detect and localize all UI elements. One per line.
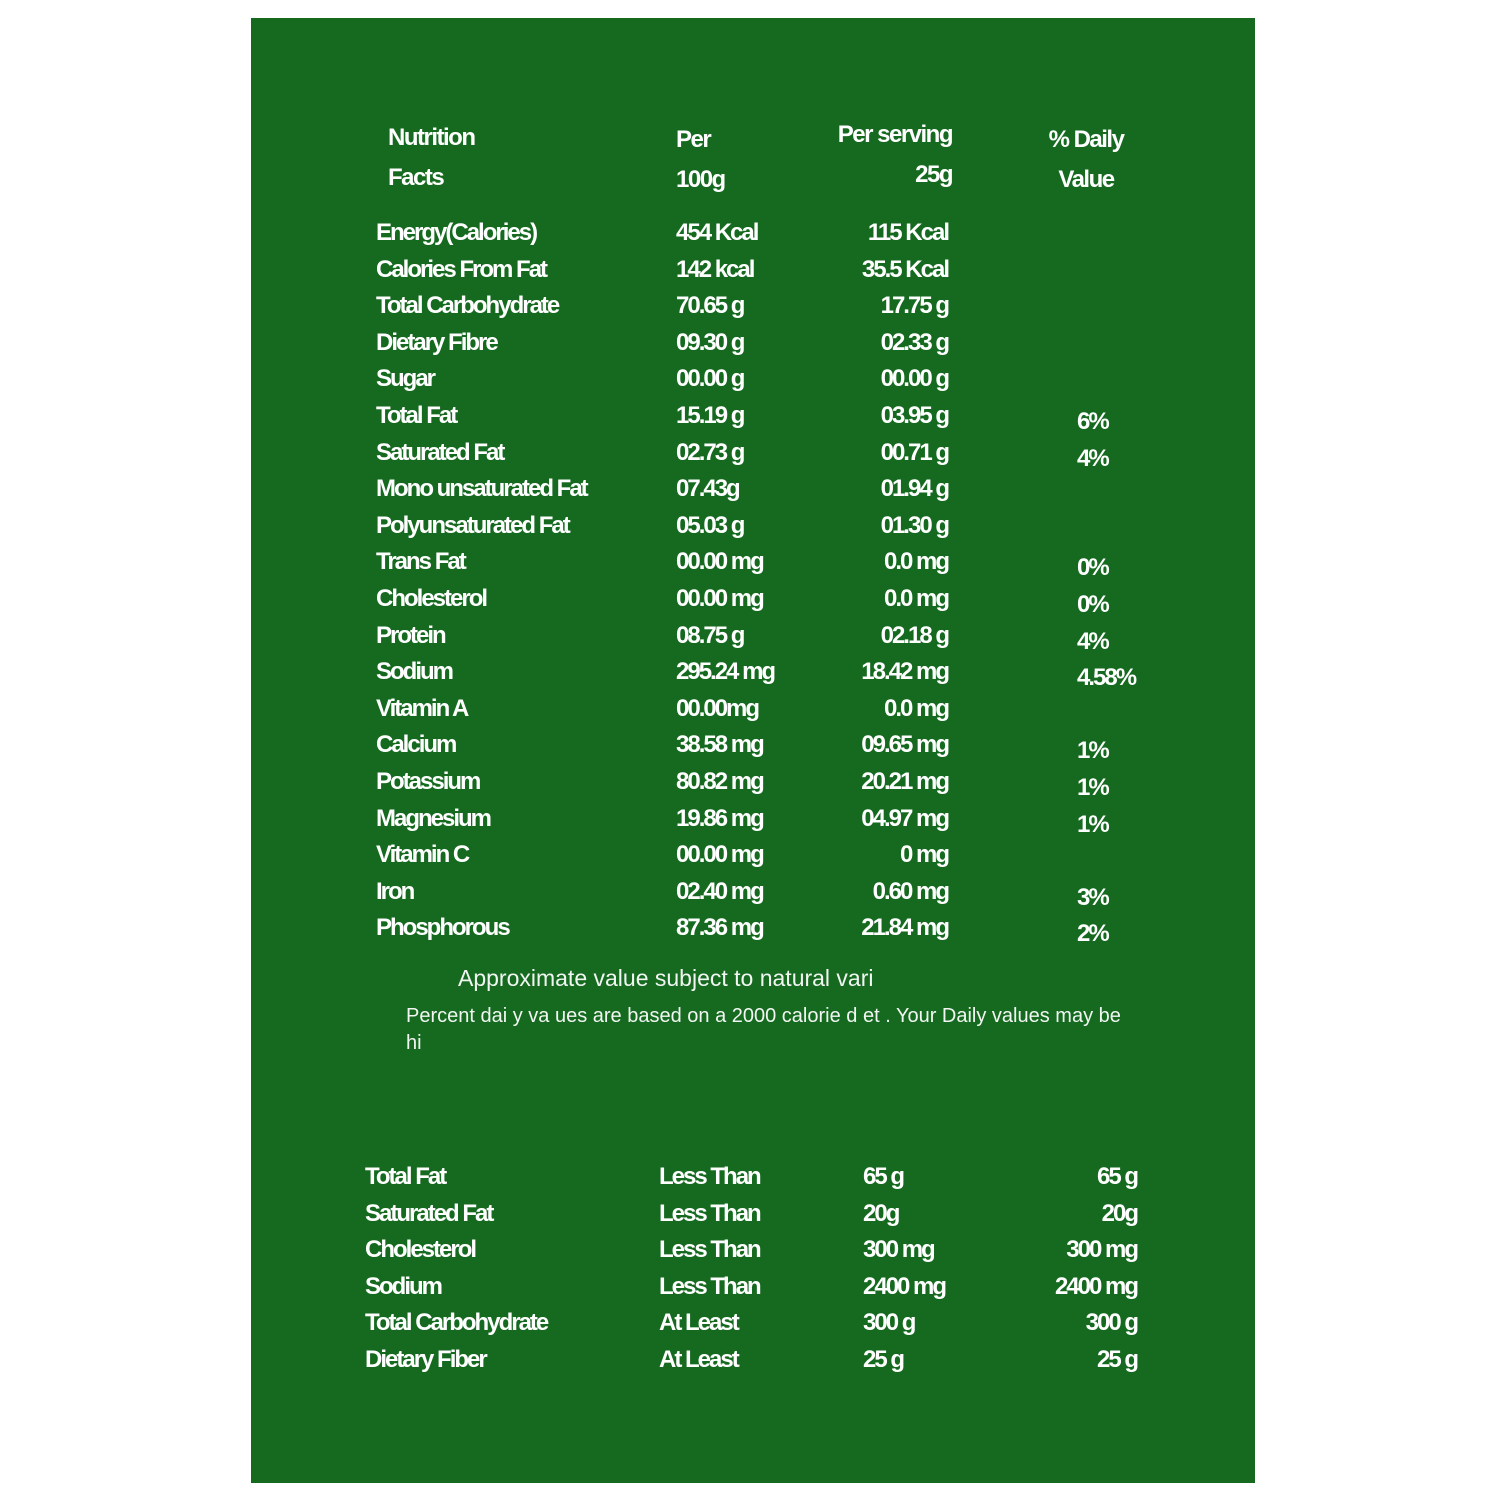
daily-value-alt: 20g — [1101, 1199, 1137, 1227]
header-line: 100g — [676, 166, 725, 193]
per-serving-value: 0.0 mg — [883, 585, 948, 612]
daily-value-alt: 25 g — [1096, 1346, 1137, 1373]
per-100g-value: 05.03 g — [676, 511, 744, 539]
nutrient-name: Mono unsaturated Fat — [376, 475, 587, 503]
daily-nutrient-name: Saturated Fat — [365, 1199, 493, 1227]
nutrient-row — [251, 801, 1255, 837]
daily-reference-row — [251, 1159, 1255, 1195]
per-serving-value: 09.65 mg — [861, 731, 948, 759]
per-100g-value: 87.36 mg — [676, 914, 763, 942]
nutrient-name: Energy(Calories) — [376, 219, 537, 246]
nutrient-name: Phosphorous — [376, 914, 509, 942]
per-100g-value: 00.00mg — [676, 694, 759, 722]
daily-condition: Less Than — [659, 1199, 760, 1227]
per-serving-value: 00.00 g — [880, 365, 948, 393]
nutrient-row — [251, 508, 1255, 544]
daily-condition: Less Than — [659, 1272, 760, 1300]
daily-value-percent: 4% — [1077, 444, 1108, 472]
daily-value-2000: 25 g — [863, 1346, 904, 1373]
nutrient-row — [251, 361, 1255, 397]
nutrient-name: Vitamin C — [376, 841, 469, 869]
nutrient-name: Cholesterol — [376, 585, 487, 612]
per-serving-value: 21.84 mg — [861, 914, 948, 942]
nutrient-name: Total Carbohydrate — [376, 292, 559, 320]
header-line: Nutrition — [388, 124, 475, 151]
per-serving-value: 18.42 mg — [861, 658, 948, 686]
daily-value-percent: 4% — [1077, 627, 1108, 655]
daily-value-alt: 300 mg — [1066, 1236, 1137, 1264]
header-line: Per — [676, 126, 711, 153]
per-100g-value: 09.30 g — [676, 328, 744, 356]
nutrient-name: Trans Fat — [376, 548, 465, 576]
daily-value-2000: 300 mg — [863, 1236, 934, 1264]
nutrient-row — [251, 325, 1255, 361]
daily-value-alt: 300 g — [1085, 1309, 1137, 1337]
per-serving-value: 115 Kcal — [867, 219, 948, 246]
percent-daily-note: Percent dai y va ues are based on a 2000 calorie d et . Your Daily values may be hi — [406, 1005, 1121, 1054]
per-100g-value: 15.19 g — [676, 402, 744, 429]
daily-reference-row — [251, 1196, 1255, 1232]
per-100g-value: 02.73 g — [676, 438, 744, 466]
per-serving-value: 02.18 g — [880, 621, 948, 649]
daily-value-2000: 300 g — [863, 1309, 915, 1337]
per-serving-value: 00.71 g — [880, 438, 948, 466]
daily-value-2000: 65 g — [863, 1163, 904, 1190]
daily-value-percent: 1% — [1077, 810, 1108, 838]
nutrient-name: Vitamin A — [376, 694, 468, 722]
daily-nutrient-name: Total Fat — [365, 1163, 446, 1190]
per-100g-value: 08.75 g — [676, 621, 744, 649]
header-per-100g — [676, 120, 725, 200]
nutrient-row — [251, 252, 1255, 288]
per-100g-value: 19.86 mg — [676, 804, 763, 832]
daily-reference-row — [251, 1232, 1255, 1268]
nutrient-row — [251, 435, 1255, 471]
nutrient-name: Magnesium — [376, 804, 491, 832]
per-serving-value: 35.5 Kcal — [861, 255, 948, 283]
daily-value-percent: 0% — [1077, 554, 1108, 582]
per-100g-value: 80.82 mg — [676, 768, 763, 795]
per-100g-value: 38.58 mg — [676, 731, 763, 759]
nutrient-row — [251, 764, 1255, 800]
per-serving-value: 0 mg — [899, 841, 948, 869]
header-line: % Daily — [1048, 126, 1124, 153]
nutrient-name: Sodium — [376, 658, 452, 686]
nutrient-row — [251, 874, 1255, 910]
daily-value-alt: 65 g — [1096, 1163, 1137, 1190]
per-100g-value: 00.00 mg — [676, 585, 763, 612]
per-100g-value: 00.00 mg — [676, 548, 763, 576]
daily-condition: At Least — [659, 1346, 738, 1373]
per-100g-value: 142 kcal — [676, 255, 754, 283]
header-line: Per serving — [837, 121, 952, 148]
header-daily-value — [1041, 120, 1131, 200]
per-serving-value: 02.33 g — [880, 328, 948, 356]
nutrient-name: Saturated Fat — [376, 438, 504, 466]
daily-value-percent: 0% — [1077, 591, 1108, 618]
daily-nutrient-name: Cholesterol — [365, 1236, 476, 1264]
nutrient-name: Potassium — [376, 768, 480, 795]
nutrient-name: Calories From Fat — [376, 255, 547, 283]
daily-condition: At Least — [659, 1309, 738, 1337]
daily-reference-row — [251, 1269, 1255, 1305]
per-serving-value: 01.94 g — [880, 475, 948, 503]
per-100g-value: 07.43g — [676, 475, 739, 503]
nutrient-name: Polyunsaturated Fat — [376, 511, 569, 539]
daily-condition: Less Than — [659, 1236, 760, 1264]
per-serving-value: 01.30 g — [880, 511, 948, 539]
daily-value-percent: 1% — [1077, 737, 1108, 765]
daily-nutrient-name: Dietary Fiber — [365, 1346, 486, 1373]
nutrient-row — [251, 727, 1255, 763]
per-serving-value: 03.95 g — [880, 402, 948, 429]
nutrient-name: Total Fat — [376, 402, 457, 429]
per-serving-value: 0.0 mg — [883, 694, 948, 722]
header-nutrition-facts — [388, 118, 474, 198]
nutrient-row — [251, 215, 1255, 251]
per-100g-value: 454 Kcal — [676, 219, 758, 246]
nutrient-row — [251, 471, 1255, 507]
per-100g-value: 295.24 mg — [676, 658, 775, 686]
per-serving-value: 0.0 mg — [883, 548, 948, 576]
per-serving-value: 0.60 mg — [872, 877, 948, 905]
nutrient-row — [251, 581, 1255, 617]
nutrient-name: Sugar — [376, 365, 435, 393]
per-serving-value: 04.97 mg — [861, 804, 948, 832]
daily-value-percent: 4.58% — [1077, 664, 1136, 692]
header-line: 25g — [915, 161, 952, 188]
per-100g-value: 00.00 mg — [676, 841, 763, 869]
daily-value-percent: 1% — [1077, 774, 1108, 801]
daily-reference-row — [251, 1305, 1255, 1341]
per-serving-value: 20.21 mg — [861, 768, 948, 795]
nutrient-name: Calcium — [376, 731, 456, 759]
nutrient-row — [251, 691, 1255, 727]
daily-value-percent: 3% — [1077, 883, 1108, 911]
nutrient-row — [251, 618, 1255, 654]
nutrient-row — [251, 544, 1255, 580]
nutrient-row — [251, 654, 1255, 690]
per-100g-value: 02.40 mg — [676, 877, 763, 905]
daily-nutrient-name: Sodium — [365, 1272, 441, 1300]
nutrient-name: Protein — [376, 621, 445, 649]
nutrient-row — [251, 837, 1255, 873]
daily-value-percent: 6% — [1077, 408, 1108, 435]
per-100g-value: 70.65 g — [676, 292, 744, 320]
nutrition-panel — [251, 18, 1255, 1483]
daily-nutrient-name: Total Carbohydrate — [365, 1309, 548, 1337]
nutrient-row — [251, 288, 1255, 324]
daily-value-2000: 20g — [863, 1199, 899, 1227]
header-per-serving — [838, 115, 952, 195]
nutrient-name: Dietary Fibre — [376, 328, 497, 356]
header-line: Value — [1058, 166, 1114, 193]
nutrient-row — [251, 910, 1255, 946]
nutrient-row — [251, 398, 1255, 434]
per-serving-value: 17.75 g — [880, 292, 948, 320]
nutrient-name: Iron — [376, 877, 414, 905]
daily-reference-row — [251, 1342, 1255, 1378]
approximate-value-note: Approximate value subject to natural vari — [458, 965, 874, 991]
daily-value-2000: 2400 mg — [863, 1272, 946, 1300]
daily-condition: Less Than — [659, 1163, 760, 1190]
daily-value-percent: 2% — [1077, 920, 1108, 948]
header-line: Facts — [388, 164, 444, 191]
daily-value-alt: 2400 mg — [1054, 1272, 1137, 1300]
per-100g-value: 00.00 g — [676, 365, 744, 393]
